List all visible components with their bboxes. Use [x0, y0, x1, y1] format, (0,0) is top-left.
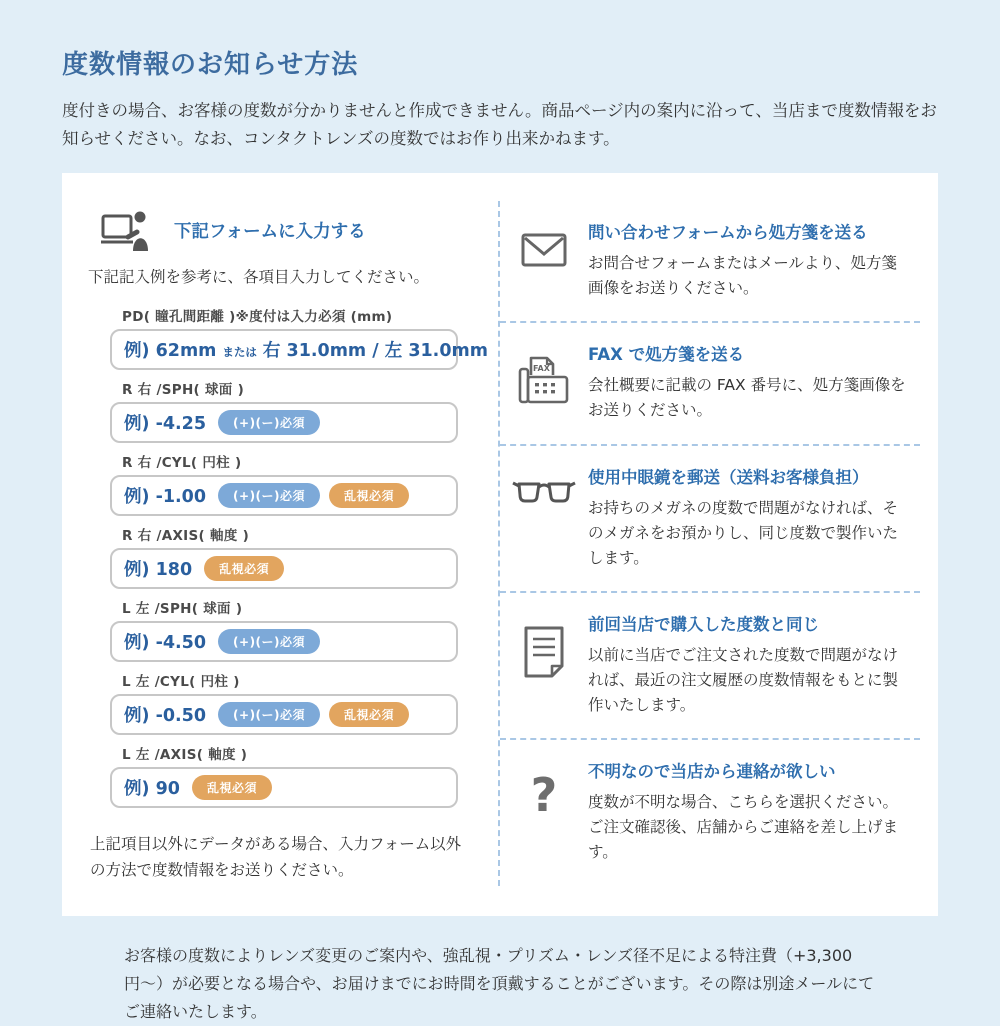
field-example	[124, 410, 206, 435]
field-example-box	[110, 329, 488, 370]
method-heading: FAX で処方箋を送る	[588, 345, 745, 365]
field-badges	[218, 629, 320, 654]
method-item	[500, 201, 920, 323]
svg-text:FAX: FAX	[533, 364, 550, 374]
required-badge: (+)(ー)必須	[218, 483, 320, 508]
method-heading: 前回当店で購入した度数と同じ	[588, 614, 819, 634]
method-text	[588, 758, 920, 865]
method-icon	[500, 611, 588, 718]
field-example-box	[110, 402, 458, 443]
form-input-icon	[100, 209, 152, 251]
example-text-segment: 例) -4.50	[124, 633, 207, 654]
method-description: お持ちのメガネの度数で問題がなければ、そのメガネをお預かりし、同じ度数で製作いたします。	[588, 498, 899, 567]
envelope-icon	[521, 233, 567, 267]
form-note: 上記項目以外にデータがある場合、入力フォーム以外の方法で度数情報をお送りください。	[90, 835, 462, 879]
required-badge: (+)(ー)必須	[218, 410, 320, 435]
method-icon	[500, 219, 588, 301]
method-item	[500, 446, 920, 593]
form-field-row	[110, 524, 458, 589]
method-heading: 問い合わせフォームから処方箋を送る	[588, 223, 868, 243]
example-text-segment: 例) -1.00	[124, 487, 207, 508]
field-badges	[192, 775, 272, 800]
example-text-segment: または	[222, 345, 257, 360]
field-label: R 右 /SPH( 球面 )	[122, 382, 245, 399]
required-badge: 乱視必須	[192, 775, 272, 800]
field-badges	[218, 702, 409, 727]
prescription-methods-panel	[62, 173, 938, 915]
field-badges	[204, 556, 284, 581]
method-text	[588, 341, 920, 423]
method-text	[588, 464, 920, 571]
field-example-box	[110, 548, 458, 589]
field-badges	[218, 410, 320, 435]
form-field-row	[110, 378, 458, 443]
form-field-row	[110, 305, 488, 370]
form-section-heading: 下記フォームに入力する	[174, 221, 366, 242]
form-section-header	[88, 209, 470, 251]
example-text-segment: 例) 180	[124, 560, 193, 581]
field-example-box	[110, 475, 458, 516]
method-icon	[500, 341, 588, 423]
form-input-icon	[100, 209, 152, 251]
required-badge: 乱視必須	[329, 483, 409, 508]
form-field-row	[110, 670, 458, 735]
example-text-segment: 例) 90	[124, 779, 180, 800]
field-example	[124, 702, 206, 727]
field-example	[124, 483, 206, 508]
field-example	[124, 629, 206, 654]
example-text-segment: 例) -0.50	[124, 706, 207, 727]
field-example	[124, 556, 192, 581]
example-text-segment: 例) 62mm	[124, 341, 217, 362]
form-instruction: 下記記入例を参考に、各項目入力してください。	[88, 268, 430, 287]
form-field-row	[110, 597, 458, 662]
method-item	[500, 323, 920, 445]
form-field-row	[110, 451, 458, 516]
example-text-segment: 例) -4.25	[124, 414, 207, 435]
field-example-box	[110, 767, 458, 808]
form-field-row	[110, 743, 458, 808]
method-heading: 不明なので当店から連絡が欲しい	[588, 762, 836, 782]
field-label: PD( 瞳孔間距離 )※度付は入力必須 (mm)	[122, 309, 393, 326]
method-description: 度数が不明な場合、こちらを選択ください。ご注文確認後、店舗からご連絡を差し上げます。	[588, 793, 899, 862]
glasses-icon	[512, 478, 576, 508]
field-label: L 左 /AXIS( 軸度 )	[122, 747, 248, 764]
example-text-segment: 右 31.0mm / 左 31.0mm	[262, 341, 488, 362]
footer-note: お客様の度数によりレンズ変更のご案内や、強乱視・プリズム・レンズ径不足による特注費（+3,300 円〜）が必要となる場合や、お届けまでにお時間を頂戴することがございます。その際は別途メールにてご連絡いたします。	[124, 945, 875, 1021]
method-description: お問合せフォームまたはメールより、処方箋画像をお送りください。	[588, 254, 897, 298]
page-title: 度数情報のお知らせ方法	[62, 50, 359, 80]
document-icon	[521, 625, 567, 679]
method-icon	[500, 464, 588, 571]
method-description: 会社概要に記載の FAX 番号に、処方箋画像をお送りください。	[588, 376, 906, 420]
form-fields	[110, 305, 488, 808]
method-text	[588, 219, 920, 301]
field-example-box	[110, 621, 458, 662]
field-example-box	[110, 694, 458, 735]
field-label: R 右 /CYL( 円柱 )	[122, 455, 242, 472]
method-heading: 使用中眼鏡を郵送（送料お客様負担）	[588, 467, 869, 487]
method-description: 以前に当店でご注文された度数で問題がなければ、最近の注文履歴の度数情報をもとに製作いたします。	[588, 645, 899, 715]
method-item	[500, 740, 920, 885]
question-icon: ?	[530, 768, 558, 823]
field-example	[124, 337, 488, 362]
intro-paragraph: 度付きの場合、お客様の度数が分かりませんと作成できません。商品ページ内の案内に沿って、当店まで度数情報をお知らせください。なお、コンタクトレンズの度数ではお作り出来かねます。	[62, 101, 937, 149]
field-label: L 左 /SPH( 球面 )	[122, 601, 243, 618]
required-badge: (+)(ー)必須	[218, 702, 320, 727]
field-label: R 右 /AXIS( 軸度 )	[122, 528, 250, 545]
form-input-section	[62, 201, 500, 885]
method-icon	[500, 758, 588, 865]
method-text	[588, 611, 920, 718]
field-example	[124, 775, 180, 800]
required-badge: 乱視必須	[204, 556, 284, 581]
fax-icon	[517, 355, 571, 405]
method-item	[500, 593, 920, 740]
field-label: L 左 /CYL( 円柱 )	[122, 674, 240, 691]
required-badge: (+)(ー)必須	[218, 629, 320, 654]
required-badge: 乱視必須	[329, 702, 409, 727]
methods-list	[500, 201, 938, 885]
field-badges	[218, 483, 409, 508]
